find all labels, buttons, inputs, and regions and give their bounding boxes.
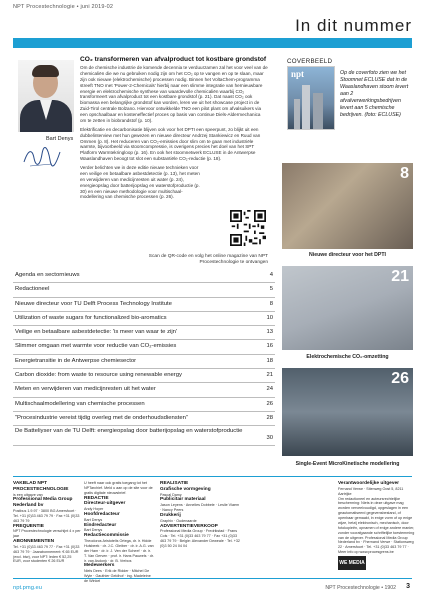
photo-electrochemical [282,266,413,350]
toc-title: Utilization of waste sugars for functionalized bio-aromatics [15,314,167,321]
toc-entry[interactable] [13,312,275,326]
colophon-heading: ADVERTENTIEVERKOOP [160,523,218,529]
running-head: NPT Procestechnologie • juni 2019-02 [13,4,114,10]
colophon-heading: Hoofdredacteur [84,512,120,517]
qr-code-icon[interactable] [230,210,266,246]
photo-directors [282,163,413,249]
colophon-text: Theodoros Aristotelis Ortega, dr. ir. Hidde Hulsbeek · dr. J.C. Gleiber · dr. ir. A.G. van der Ham · dr. ir. J. Ven der Scheef · dr. ir. T. Van Gerven · prof. ir. Hans Pauwels · dr. ir. van Asdonk · dr. B. Vrebos [84,539,154,563]
cover-text: Op de coverfoto zien we het Stoomnet ECLUSE dat in de Waaslandhaven stoom levert aan 2 afvalverwerkingsbedrijven levert aan 5 chemische bedrijven. (foto: ECLUSE) [340,70,409,118]
colophon-text: Niels Dees · Erik de Ridder · Mitchel De Wyle · Gauthier Geldhof · ing. Madeleine de Winkel [84,569,151,583]
toc-page: 18 [266,357,273,364]
toc-page: 8 [269,300,273,307]
toc-entry[interactable] [13,398,275,412]
author-name: Bart Denys [46,136,74,142]
toc-entry[interactable] [13,283,275,297]
toc-page: 28 [266,414,273,421]
we-media-logo: WE MEDIA [338,556,366,570]
toc-title: Veilige en betaalbare asbestdetectie: 'is meer van waar te zijn' [15,329,178,336]
toc-title: Meten en verwijderen van medicijnresten uit het water [15,386,156,393]
toc-title: De Batteliyser van de TU Delft: energieopslag door batterijopslag en waterstofproductie [15,428,243,435]
colophon-heading: Drukkerij [160,512,181,518]
colophon-heading: Publicitair materiaal [160,497,206,503]
toc-page: 16 [266,343,273,350]
colophon-heading: Eindredacteur [84,522,117,528]
toc-page: 5 [269,286,273,293]
toc-entry[interactable] [13,355,275,369]
toc-entry[interactable] [13,412,275,426]
colophon-text: Jason Leyens · Annelies Dobbele · Leslie Vlaem · Nancy Peers [160,503,240,512]
signature-icon [22,144,62,170]
toc-title: Agenda en sectornieuws [15,272,80,278]
qr-caption: Scan de QR-code en volg het online magazine van NPT Procestechnologie te ontvangen [148,254,268,266]
photo-caption: Elektrochemische CO₂-omzetting [306,354,389,360]
toc-entry[interactable] [13,298,275,312]
toc-page: 30 [266,435,273,442]
colophon-production [160,481,240,549]
colophon-heading: ABONNEMENTEN [13,539,55,544]
cover-label: COVERBEELD [287,58,333,65]
editorial-paragraph: Om de chemische industrie de komende decennia te verduurzamen zal het voor veel van de chemicaliën die we nu gebruiken nodig zijn om het CO₂ op te vangen en op te slaan, maar zijn ook nieuwe (elektrochemische) processen nodig. Binnen het VoltaChem-programma streeft TNO met 'Power-2-Chemicals' hierbij naar een slimme integratie van hernieuwbare energie en elektrochemische synthese van waardevolle chemicaliën waarbij CO₂ transformeert van afvalproduct tot een kostbare grondstof (p. 21). Dat naast CO₂ ook biomassa een belangrijke grondstof kan worden, leren we uit het showcase project in de Zuid-Tirol centrale Bolzano. Hiervoor ontwikkelde TNO een pilot plant om afvalsuikers via een opschaalbaar en kosteneffectief proces op basis van continue Diels-Aldermechanica om te zetten in biobrandstof (p. 10). [80,65,268,123]
photo-lab [282,368,413,456]
colophon-editorial [84,481,154,584]
colophon-text: Bart Denys [84,528,103,533]
colophon-heading: Verantwoordelijke uitgever [338,481,400,486]
table-of-contents [13,269,275,446]
editorial-title: CO₂ transformeren van afvalproduct tot kostbare grondstof [80,56,267,63]
toc-title: Redactioneel [15,286,50,293]
colophon-text: Andy Hoyer [84,507,104,512]
toc-entry[interactable] [13,340,275,354]
editorial-paragraph: Verder belichten we in deze editie nieuwe technieken voor een veilige en betaalbare asbestdetectie (p. 13), het meten en verwijderen van medicijnresten uit water (p. 24), energieopslag door batterijopslag en waterstofproductie (p. 30) en een nieuwe methodologie voor multischaal-modellering van chemische processen (p. 26). [80,165,200,200]
colophon-text: Professional Media Group · Fredrikstad · Frans Cols · Tel. +31 (0)33 463 79 77 · Fax +31 (0)33 463 79 79 · Belgie: Alexander Deweale · Tel. +32 (0)3 50 24 04 04 [160,529,240,548]
author-photo [18,60,74,132]
toc-entry[interactable] [13,426,275,446]
colophon-heading: Directeur-uitgever [84,501,126,507]
colophon-heading: FREQUENTIE [13,523,44,529]
website-link[interactable]: npt.pmg.eu [13,585,43,591]
colophon-text: Fernand Verwe · Stienweg Oost 5, 8211 Aartrijke [338,486,404,496]
photo-page-number: 26 [391,370,409,387]
toc-page: 26 [266,400,273,407]
cover-image [287,66,335,130]
toc-page: 13 [266,329,273,336]
colophon-text: Graphix · Oudenaarde [160,518,197,523]
toc-entry[interactable] [13,369,275,383]
colophon-text: NPT Procestechnologie verschijnt 4 x per jaar [13,529,81,539]
toc-title: Carbon dioxide: from waste to resource using renewable energy [15,372,182,379]
colophon-heading: REALISATIE [160,481,189,486]
colophon-text: Postbus 1.9.97 · 3800 BG Amersfoort · Tel. +31 (0)33 463 79 79 · Fax +31 (0)33 463 79 79 [13,508,80,523]
toc-page: 10 [266,314,273,321]
toc-page: 21 [266,372,273,379]
bottom-divider [13,578,412,579]
colophon-heading: Grafische vormgeving [160,486,211,492]
toc-entry[interactable] [13,326,275,340]
editorial-body [80,65,268,203]
toc-title: Energietransitie in de Antwerpse chemiesector [15,357,137,364]
colophon-text: U heeft naar ook gratis toegang tot het NPTarchief. Meld u aan op de site voor de gratis digitale nieuwsbrief. [84,481,153,495]
toc-title: “Procesindustrie vereist tijdig overleg met de onderhoudsdiensten” [15,414,188,421]
colophon-heading: Professional Media Group Nederland bv [13,497,73,509]
colophon-heading: Redactiecommissie [84,533,129,539]
footer-divider [13,476,412,477]
photo-page-number: 21 [391,268,409,285]
photo-caption: Single-Event MicroKinetische modellering [295,461,400,467]
toc-page: 24 [266,386,273,393]
colophon-text: Tel. +31 (0)33 463 79 77 · Fax +31 (0)33 463 79 79 · Jaarabonnement: € 65 EUR (excl. btw), voor NPT: leden € 52,25 EUR, voor studenten € 26 EUR [13,544,80,564]
page-title: In dit nummer [295,16,412,35]
toc-page: 4 [269,272,273,278]
photo-caption: Nieuwe directeur voor het DPTI [309,252,386,258]
toc-entry[interactable] [13,383,275,397]
colophon-text: Om redactioneel en auteursrechtelijke bescherming: Niets in deze uitgave mag worden verveelvoudigd, opgeslagen in een geautomatiseerd gegevensbestand, of openbaar gemaakt, in enige vorm of op enige wijze, hetzij elektronisch, mechanisch, door fotokopieën, opnamen of enige andere manier, zonder voorafgaande schriftelijke toestemming van de uitgever. Professional Media Group Nederland bv · Fhernand Verwe · Stationsweg 22 · Amersfoort · Tel. +31 (0)33 463 79 77 · Meer info op www.procesgrens.be [338,496,415,555]
toc-entry[interactable] [13,269,275,283]
colophon-text: Bart Denys [84,517,103,522]
toc-title: Nieuwe directeur voor TU Delft Process Technology Institute [15,300,172,307]
page-number: 3 [406,583,410,590]
title-bar [13,38,412,48]
toc-title: Slimmer omgaan met warmte voor reductie van CO₂-emissies [15,343,177,350]
colophon-text: Pascal Damz [160,492,182,497]
colophon-text: is een uitgave van [13,492,43,497]
colophon-legal [338,481,416,555]
colophon-publisher [13,481,81,564]
colophon-heading: Medewerkers [84,563,115,569]
cover-masthead: npt [291,69,305,79]
publication-info: NPT Procestechnologie • 1902 [325,585,396,591]
photo-page-number: 8 [400,165,409,182]
colophon-heading: VAKBLAD NPT PROCESTECHNOLOGIE [13,481,69,492]
toc-title: Multischaalmodellering van chemische processen [15,400,145,407]
editorial-paragraph: Elektrificatie en decarbonisatie blijven ook voor het DPTI een speerpunt, zo blijkt uit een dubbelinterview met hun gewezen en nieuwe directeur Andrzej Stankiewicz en Ruud van Ommen (p. 8). Het reduceren van CO₂-emissies door slim om te gaan met industriële warmte, bijvoorbeeld via stoomcompressie, is overigens precies het doel van het SPT Platform Warmtekringloop (p. 16). En ook het stoomnetwerk ECLUSE in de Antwerpse Waaslandhaven beoogt tot slot een substantiële CO₂-reductie (p. 18). [80,126,261,162]
colophon-heading: REDACTIE [84,495,109,501]
